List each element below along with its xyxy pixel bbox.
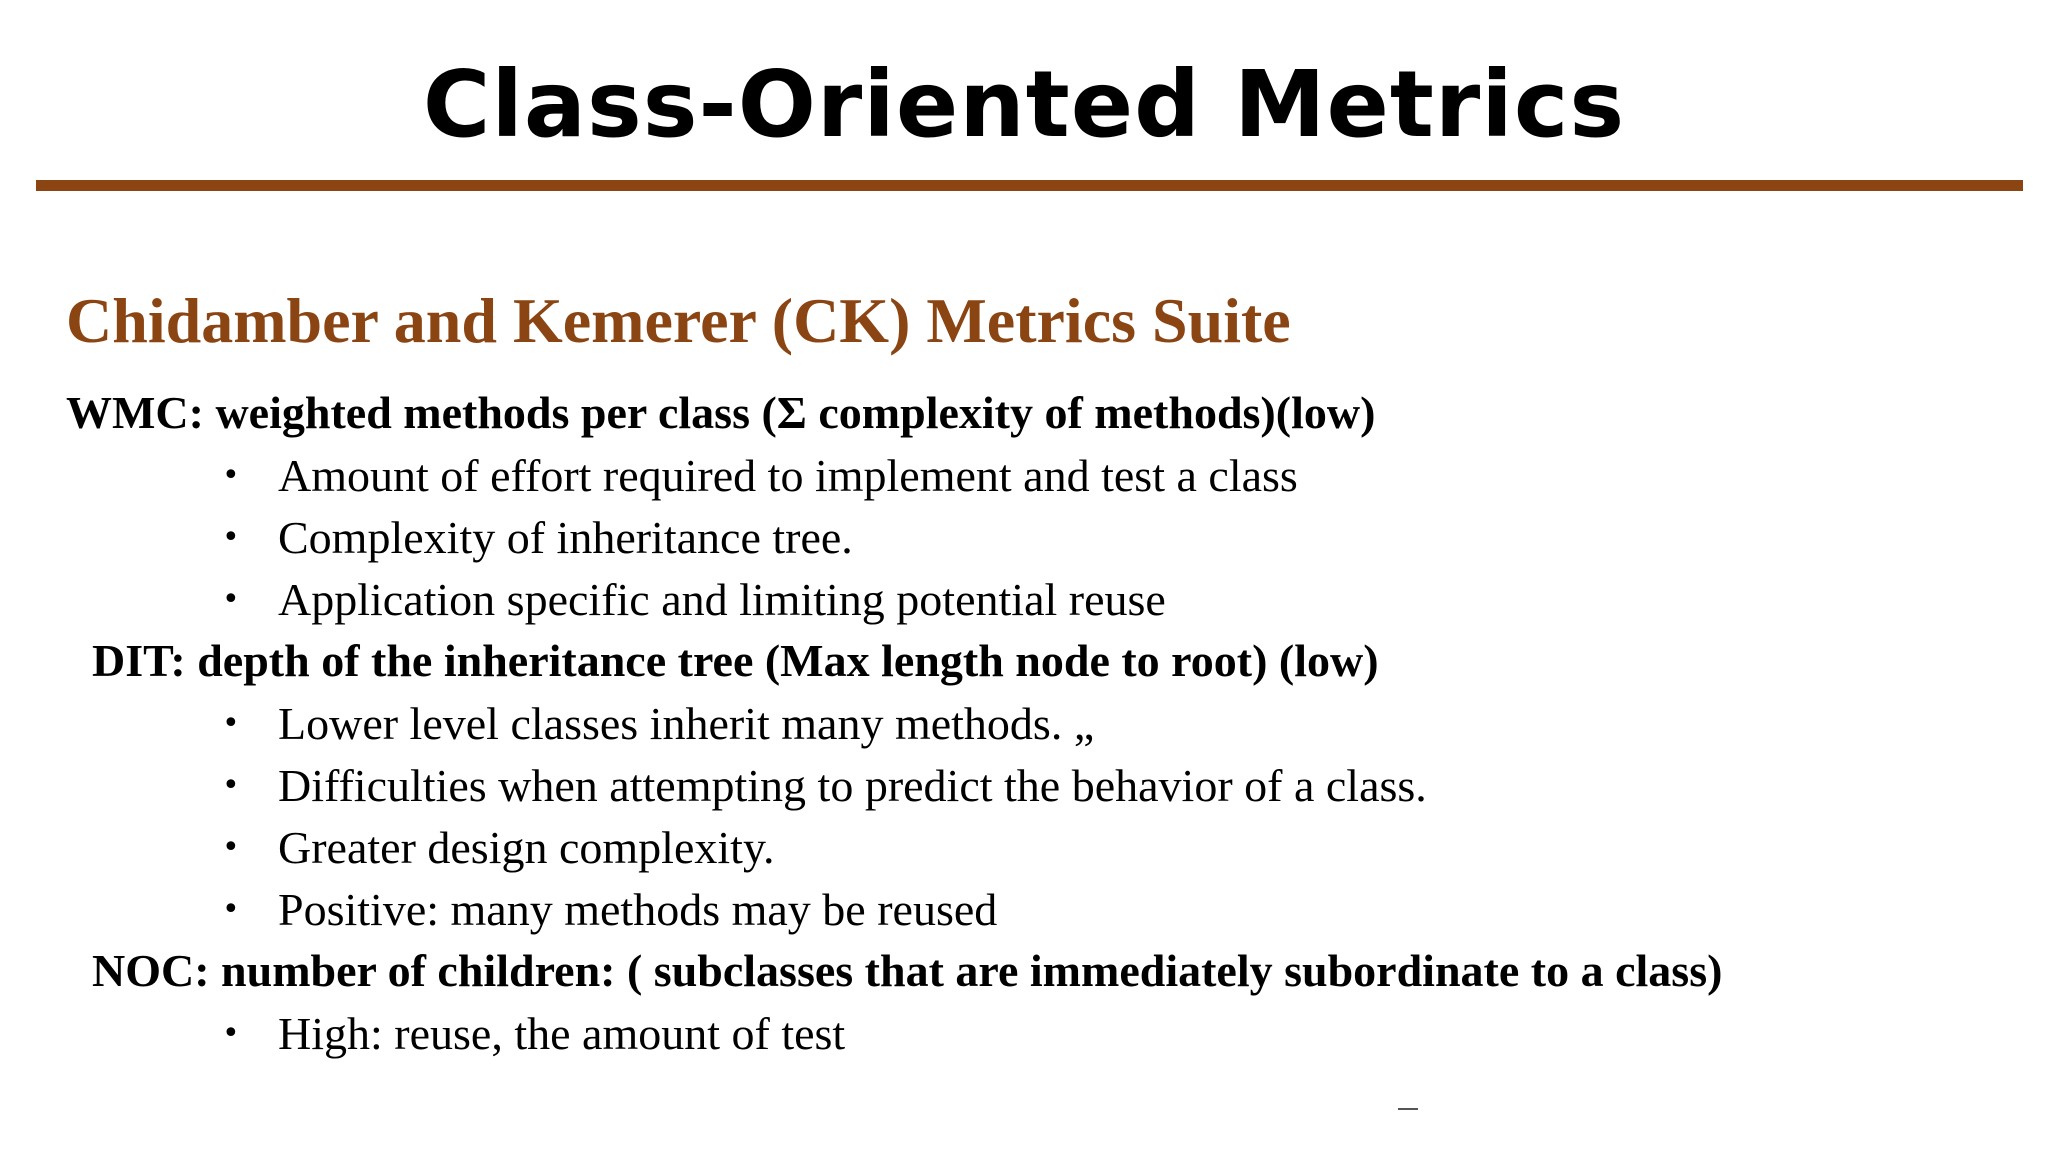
metric-heading-wmc: WMC: weighted methods per class (Σ complexity of methods)(low) xyxy=(66,387,1376,438)
title-divider xyxy=(36,180,2023,191)
bullet-text: High: reuse, the amount of test xyxy=(278,1008,846,1059)
bullet-icon: • xyxy=(222,582,240,617)
bullet-icon: • xyxy=(222,768,240,803)
bullet-icon: • xyxy=(222,520,240,555)
bullet-text: Amount of effort required to implement and test a class xyxy=(278,450,1298,501)
bullet-icon: • xyxy=(222,706,240,741)
bullet-icon: • xyxy=(222,892,240,927)
slide-title: Class-Oriented Metrics xyxy=(422,51,1626,158)
bullet-text: Lower level classes inherit many methods. „ xyxy=(278,698,1095,749)
slide-subtitle: Chidamber and Kemerer (CK) Metrics Suite xyxy=(66,285,1291,356)
bullet-text: Difficulties when attempting to predict the behavior of a class. xyxy=(278,760,1427,811)
bullet-icon: • xyxy=(222,458,240,493)
bullet-icon: • xyxy=(222,830,240,865)
bullet-text: Application specific and limiting potential reuse xyxy=(278,574,1166,625)
bullet-text: Complexity of inheritance tree. xyxy=(278,512,853,563)
footer-dash xyxy=(1398,1108,1418,1110)
bullet-icon: • xyxy=(222,1016,240,1051)
metric-heading-noc: NOC: number of children: ( subclasses that are immediately subordinate to a class) xyxy=(92,945,1723,996)
bullet-text: Positive: many methods may be reused xyxy=(278,884,998,935)
metric-heading-dit: DIT: depth of the inheritance tree (Max length node to root) (low) xyxy=(92,635,1379,686)
bullet-text: Greater design complexity. xyxy=(278,822,775,873)
